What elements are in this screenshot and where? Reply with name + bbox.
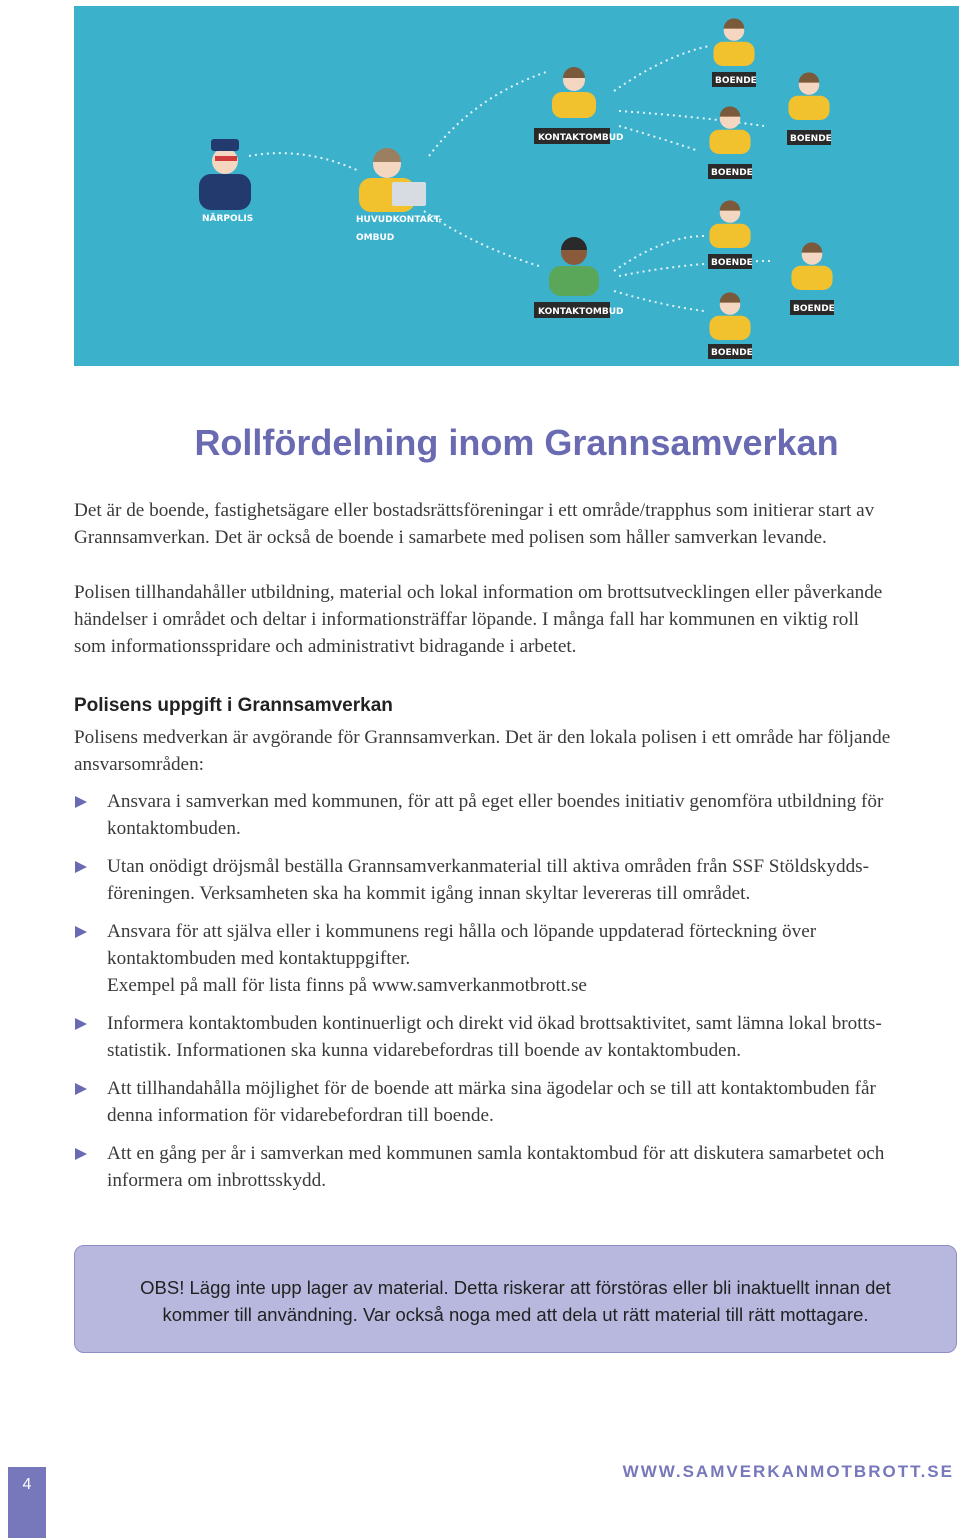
- svg-text:KONTAKTOMBUD: KONTAKTOMBUD: [538, 307, 624, 317]
- triangle-bullet-icon: [75, 1083, 87, 1095]
- triangle-bullet-icon: [75, 1148, 87, 1160]
- svg-text:BOENDE: BOENDE: [790, 134, 832, 144]
- responsibilities-intro: Polisens medverkan är avgörande för Grannsamverkan. Det är den lokala polisen i ett område har följande ansvarsområden:: [74, 727, 891, 775]
- svg-text:NÄRPOLIS: NÄRPOLIS: [202, 214, 254, 224]
- section-heading: Polisens uppgift i Grannsamverkan: [74, 695, 393, 716]
- triangle-bullet-icon: [75, 796, 87, 808]
- huvudkontaktombud-figure: [356, 148, 443, 243]
- main-content: [74, 497, 954, 1205]
- responsibility-list: [74, 788, 954, 1194]
- connection-lines: [249, 46, 774, 311]
- page-number: 4: [8, 1467, 46, 1538]
- list-item: Informera kontaktombuden kontinuerligt och direkt vid ökad brottsaktivitet, samt lämna lokal brotts- statistik. Informationen ska kunna vidarebefordras till boende av kontaktombuden.: [74, 1010, 954, 1064]
- svg-text:OMBUD: OMBUD: [356, 233, 395, 243]
- network-diagram: [74, 6, 959, 366]
- triangle-bullet-icon: [75, 861, 87, 873]
- police-paragraph: Polisen tillhandahåller utbildning, material och lokal information om brottsutvecklingen eller påverkande händelser i området och deltar i informationsträffar löpande. I många fall har kommunen en viktig roll som informationsspridare och administrativt bidragande i arbetet.: [74, 582, 883, 657]
- svg-text:BOENDE: BOENDE: [793, 304, 835, 314]
- list-item: Att tillhandahålla möjlighet för de boende att märka sina ägodelar och se till att kontaktombuden får denna information för vidarebefordran till boende.: [74, 1075, 954, 1129]
- svg-text:HUVUDKONTAKT-: HUVUDKONTAKT-: [356, 215, 443, 225]
- svg-text:BOENDE: BOENDE: [711, 168, 753, 178]
- svg-text:BOENDE: BOENDE: [711, 258, 753, 268]
- kontaktombud-top-figure: [534, 67, 624, 144]
- list-item: Ansvara i samverkan med kommunen, för att på eget eller boendes initiativ genomföra utbildning för kontaktombuden.: [74, 788, 954, 842]
- triangle-bullet-icon: [75, 1018, 87, 1030]
- list-item: Utan onödigt dröjsmål beställa Grannsamverkanmaterial till aktiva områden från SSF Stöldskydds- föreningen. Verksamheten ska ha kommit igång innan skyltar levereras till området.: [74, 853, 954, 907]
- narpolis-figure: [199, 139, 253, 224]
- svg-text:KONTAKTOMBUD: KONTAKTOMBUD: [538, 133, 624, 143]
- footer-url: WWW.SAMVERKANMOTBROTT.SE: [622, 1462, 954, 1481]
- svg-text:BOENDE: BOENDE: [711, 348, 753, 358]
- boende-figures: [708, 18, 835, 359]
- kontaktombud-bottom-figure: [534, 237, 624, 318]
- list-item: Ansvara för att själva eller i kommunens regi hålla och löpande uppdaterad förteckning över kontaktombuden med kontaktuppgifter. Exempel på mall för lista finns på www.samverkanmotbrott.se: [74, 918, 954, 999]
- triangle-bullet-icon: [75, 926, 87, 938]
- obs-notice-box: OBS! Lägg inte upp lager av material. Detta riskerar att förstöras eller bli inaktuellt innan det kommer till användning. Var också noga med att dela ut rätt material till rätt mottagare.: [74, 1245, 957, 1353]
- svg-text:BOENDE: BOENDE: [715, 76, 757, 86]
- list-item: Att en gång per år i samverkan med kommunen samla kontaktombud för att diskutera samarbetet och informera om inbrottsskydd.: [74, 1140, 954, 1194]
- intro-paragraph: Det är de boende, fastighetsägare eller bostadsrättsföreningar i ett område/trapphus som initierar start av Grannsamverkan. Det är också de boende i samarbete med polisen som håller samverkan levande.: [74, 500, 875, 548]
- hero-illustration: [74, 6, 959, 366]
- page-title: Rollfördelning inom Grannsamverkan: [194, 422, 839, 463]
